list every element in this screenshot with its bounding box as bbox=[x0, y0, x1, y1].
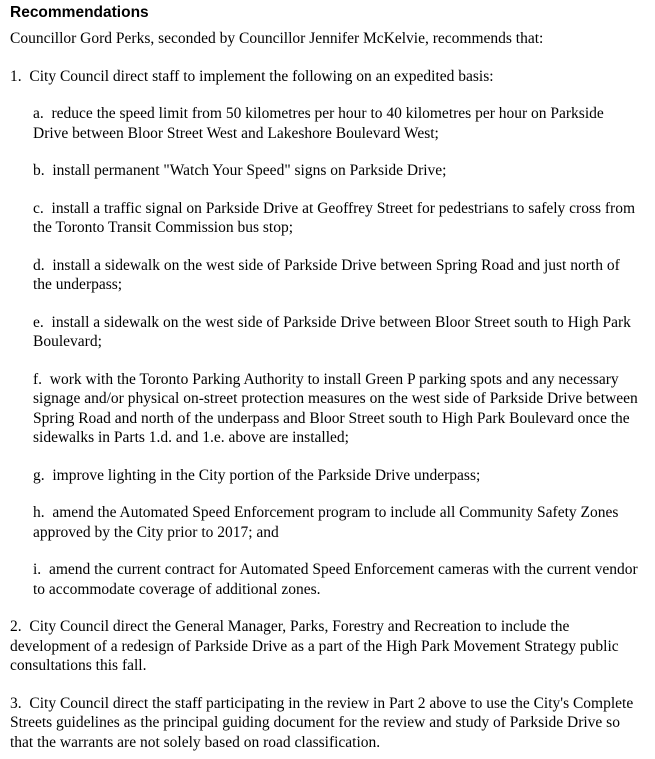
item-letter: d. bbox=[33, 256, 45, 274]
item-text: reduce the speed limit from 50 kilometres per hour to 40 kilometres per hour on Parkside Drive between Bloor Street West and Lakeshore Boulevard West; bbox=[33, 105, 604, 142]
item-number: 1. bbox=[10, 67, 22, 85]
item-text: install a sidewalk on the west side of Parkside Drive between Spring Road and just north of the underpass; bbox=[33, 256, 620, 293]
item-text: City Council direct the General Manager, Parks, Forestry and Recreation to include the development of a redesign of Parkside Drive as a part of the High Park Movement Strategy public consultations this fall. bbox=[10, 618, 619, 674]
page-title: Recommendations bbox=[10, 4, 149, 21]
recommendation-item-1b bbox=[33, 161, 641, 181]
intro-paragraph: Councillor Gord Perks, seconded by Councillor Jennifer McKelvie, recommends that: bbox=[10, 30, 544, 47]
recommendation-item-1 bbox=[10, 67, 641, 87]
recommendation-item-1g bbox=[33, 466, 641, 486]
recommendation-item-1a bbox=[33, 104, 641, 143]
item-letter: g. bbox=[33, 466, 45, 484]
item-letter: h. bbox=[33, 504, 45, 521]
item-text: City Council direct staff to implement the following on an expedited basis: bbox=[29, 67, 494, 85]
item-text: work with the Toronto Parking Authority to install Green P parking spots and any necessary signage and/or physical on-street protection measures on the west side of Parkside Drive between Spring Road and north of the underpass and Bloor Street south to High Park Boulevard once the sidewalks in Parts 1.d. and 1.e. above are installed; bbox=[33, 370, 638, 446]
item-letter: f. bbox=[33, 370, 43, 388]
item-text: City Council direct the staff participating in the review in Part 2 above to use the City's Complete Streets guidelines as the principal guiding document for the review and study of Parkside Drive so that the warrants are not solely based on road classification. bbox=[10, 694, 634, 751]
item-letter: e. bbox=[33, 313, 44, 331]
item-letter: b. bbox=[33, 162, 45, 179]
recommendation-item-1h bbox=[33, 503, 641, 542]
recommendation-item-1i bbox=[33, 560, 641, 599]
recommendation-item-1e bbox=[33, 313, 641, 352]
item-text: amend the Automated Speed Enforcement program to include all Community Safety Zones approved by the City prior to 2017; and bbox=[33, 504, 619, 541]
recommendation-item-1c bbox=[33, 199, 641, 238]
recommendation-item-2 bbox=[10, 617, 641, 676]
item-number: 3. bbox=[10, 694, 22, 712]
item-text: install a traffic signal on Parkside Drive at Geoffrey Street for pedestrians to safely cross from the Toronto Transit Commission bus stop; bbox=[33, 199, 636, 236]
item-text: install permanent "Watch Your Speed" signs on Parkside Drive; bbox=[52, 162, 447, 179]
recommendation-item-3 bbox=[10, 694, 641, 753]
item-text: install a sidewalk on the west side of Parkside Drive between Bloor Street south to High Park Boulevard; bbox=[33, 313, 631, 350]
item-text: amend the current contract for Automated Speed Enforcement cameras with the current vendor to accommodate coverage of additional zones. bbox=[33, 561, 638, 598]
item-letter: a. bbox=[33, 105, 44, 122]
item-number: 2. bbox=[10, 618, 22, 635]
item-text: improve lighting in the City portion of the Parkside Drive underpass; bbox=[52, 466, 481, 484]
recommendation-item-1d bbox=[33, 256, 641, 295]
recommendation-item-1f bbox=[33, 370, 641, 448]
item-letter: c. bbox=[33, 199, 44, 217]
item-letter: i. bbox=[33, 561, 42, 578]
